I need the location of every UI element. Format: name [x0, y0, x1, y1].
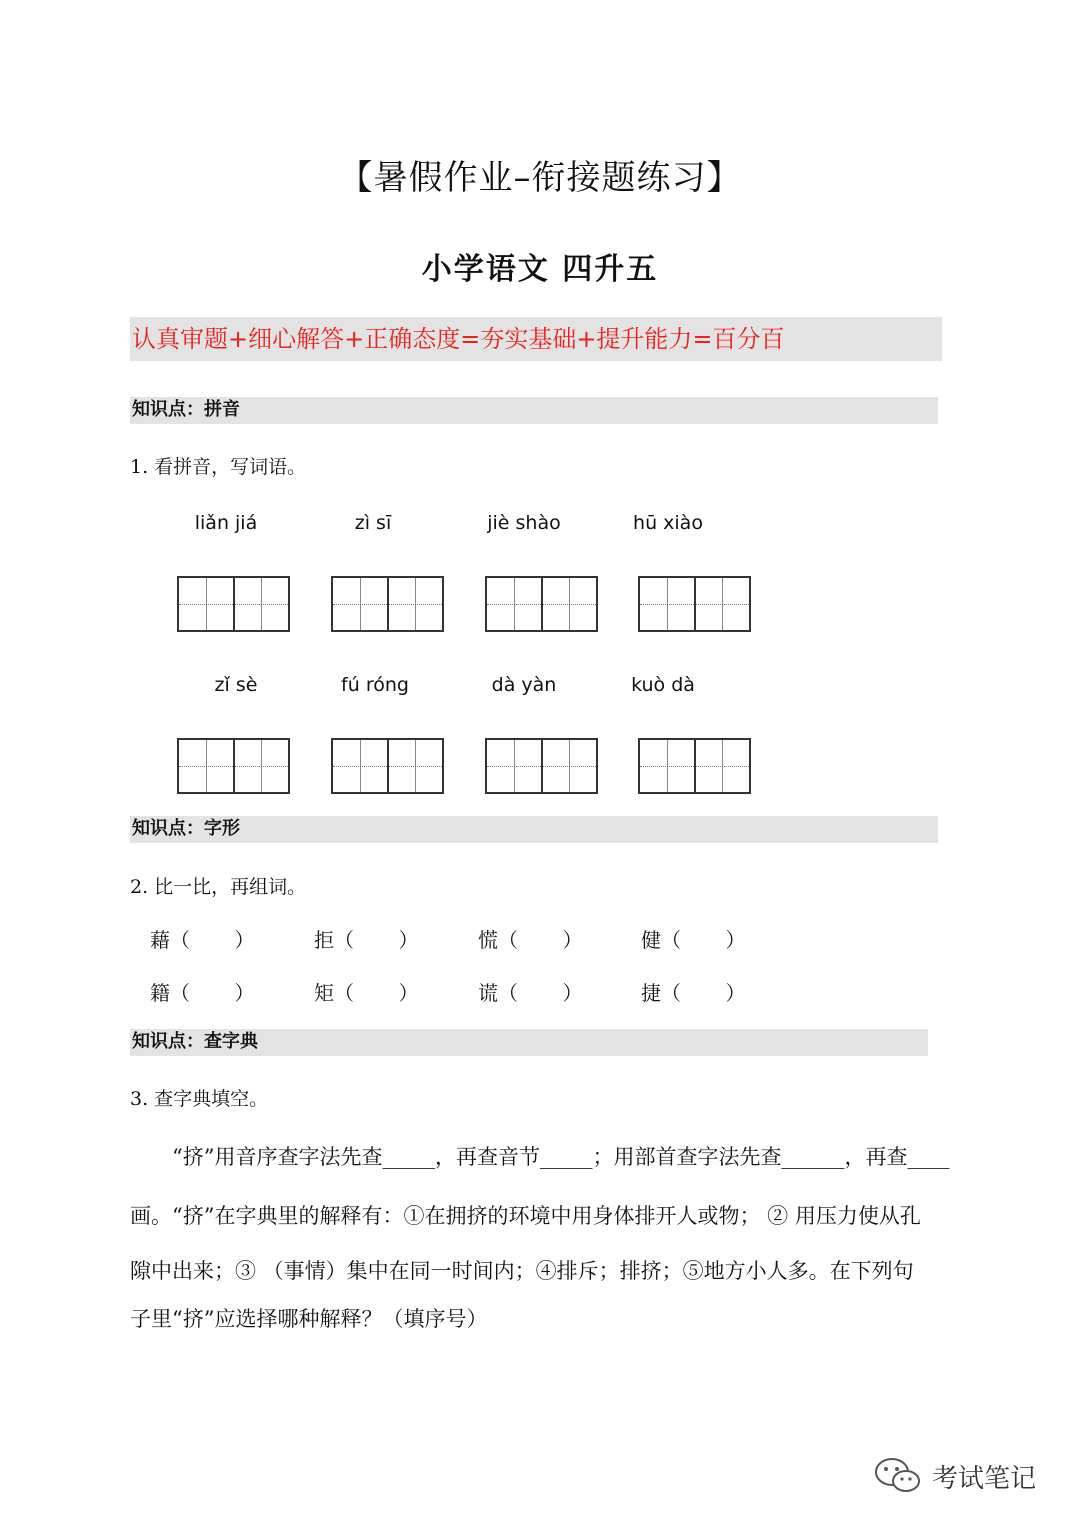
- compare-item: 籍（ ）: [150, 981, 255, 1005]
- writing-grid[interactable]: [638, 576, 751, 632]
- section-heading-dictionary: 知识点：查字典: [130, 1029, 928, 1056]
- pinyin-label: jiè shào: [487, 512, 561, 534]
- paragraph-line: “挤”用音序查字法先查_____，再查音节_____；用部首查字法先查______，再查____: [172, 1145, 950, 1169]
- motto-banner: 认真审题+细心解答+正确态度=夯实基础+提升能力=百分百: [130, 317, 942, 361]
- section-heading-pinyin: 知识点：拼音: [130, 397, 938, 424]
- writing-grid[interactable]: [638, 738, 751, 794]
- pinyin-label: liǎn jiá: [194, 512, 258, 534]
- pinyin-label: fú róng: [341, 674, 409, 696]
- compare-item: 捷（ ）: [641, 981, 746, 1005]
- writing-grid[interactable]: [485, 738, 598, 794]
- paragraph-line: 隙中出来；③ （事情）集中在同一时间内；④排斥；排挤；⑤地方小人多。在下列句: [130, 1259, 914, 1283]
- writing-grid[interactable]: [177, 738, 290, 794]
- pinyin-label: dà yàn: [491, 674, 557, 696]
- pinyin-label: kuò dà: [631, 674, 695, 696]
- page-subtitle: 小学语文 四升五: [421, 252, 659, 287]
- writing-grid[interactable]: [331, 576, 444, 632]
- compare-item: 矩（ ）: [314, 981, 419, 1005]
- compare-item: 慌（ ）: [478, 928, 583, 952]
- wechat-icon: [872, 1455, 924, 1495]
- compare-item: 谎（ ）: [478, 981, 583, 1005]
- pinyin-label: zǐ sè: [214, 674, 258, 696]
- question-2: 2. 比一比，再组词。: [130, 876, 307, 898]
- compare-item: 藉（ ）: [150, 928, 255, 952]
- pinyin-label: zì sī: [354, 512, 392, 534]
- question-1: 1. 看拼音，写词语。: [130, 456, 307, 478]
- writing-grid[interactable]: [485, 576, 598, 632]
- paragraph-line: 画。“挤”在字典里的解释有：①在拥挤的环境中用身体排开人或物； ② 用压力使从孔: [130, 1204, 921, 1228]
- pinyin-label: hū xiào: [633, 512, 703, 534]
- compare-item: 拒（ ）: [314, 928, 419, 952]
- compare-item: 健（ ）: [641, 928, 746, 952]
- page-title: 【暑假作业–衔接题练习】: [338, 158, 742, 198]
- writing-grid[interactable]: [177, 576, 290, 632]
- question-3: 3. 查字典填空。: [130, 1088, 269, 1110]
- section-heading-glyph: 知识点：字形: [130, 816, 938, 843]
- writing-grid[interactable]: [331, 738, 444, 794]
- watermark-text: 考试笔记: [932, 1464, 1037, 1494]
- paragraph-line: 子里“挤”应选择哪种解释？（填序号）: [130, 1307, 488, 1331]
